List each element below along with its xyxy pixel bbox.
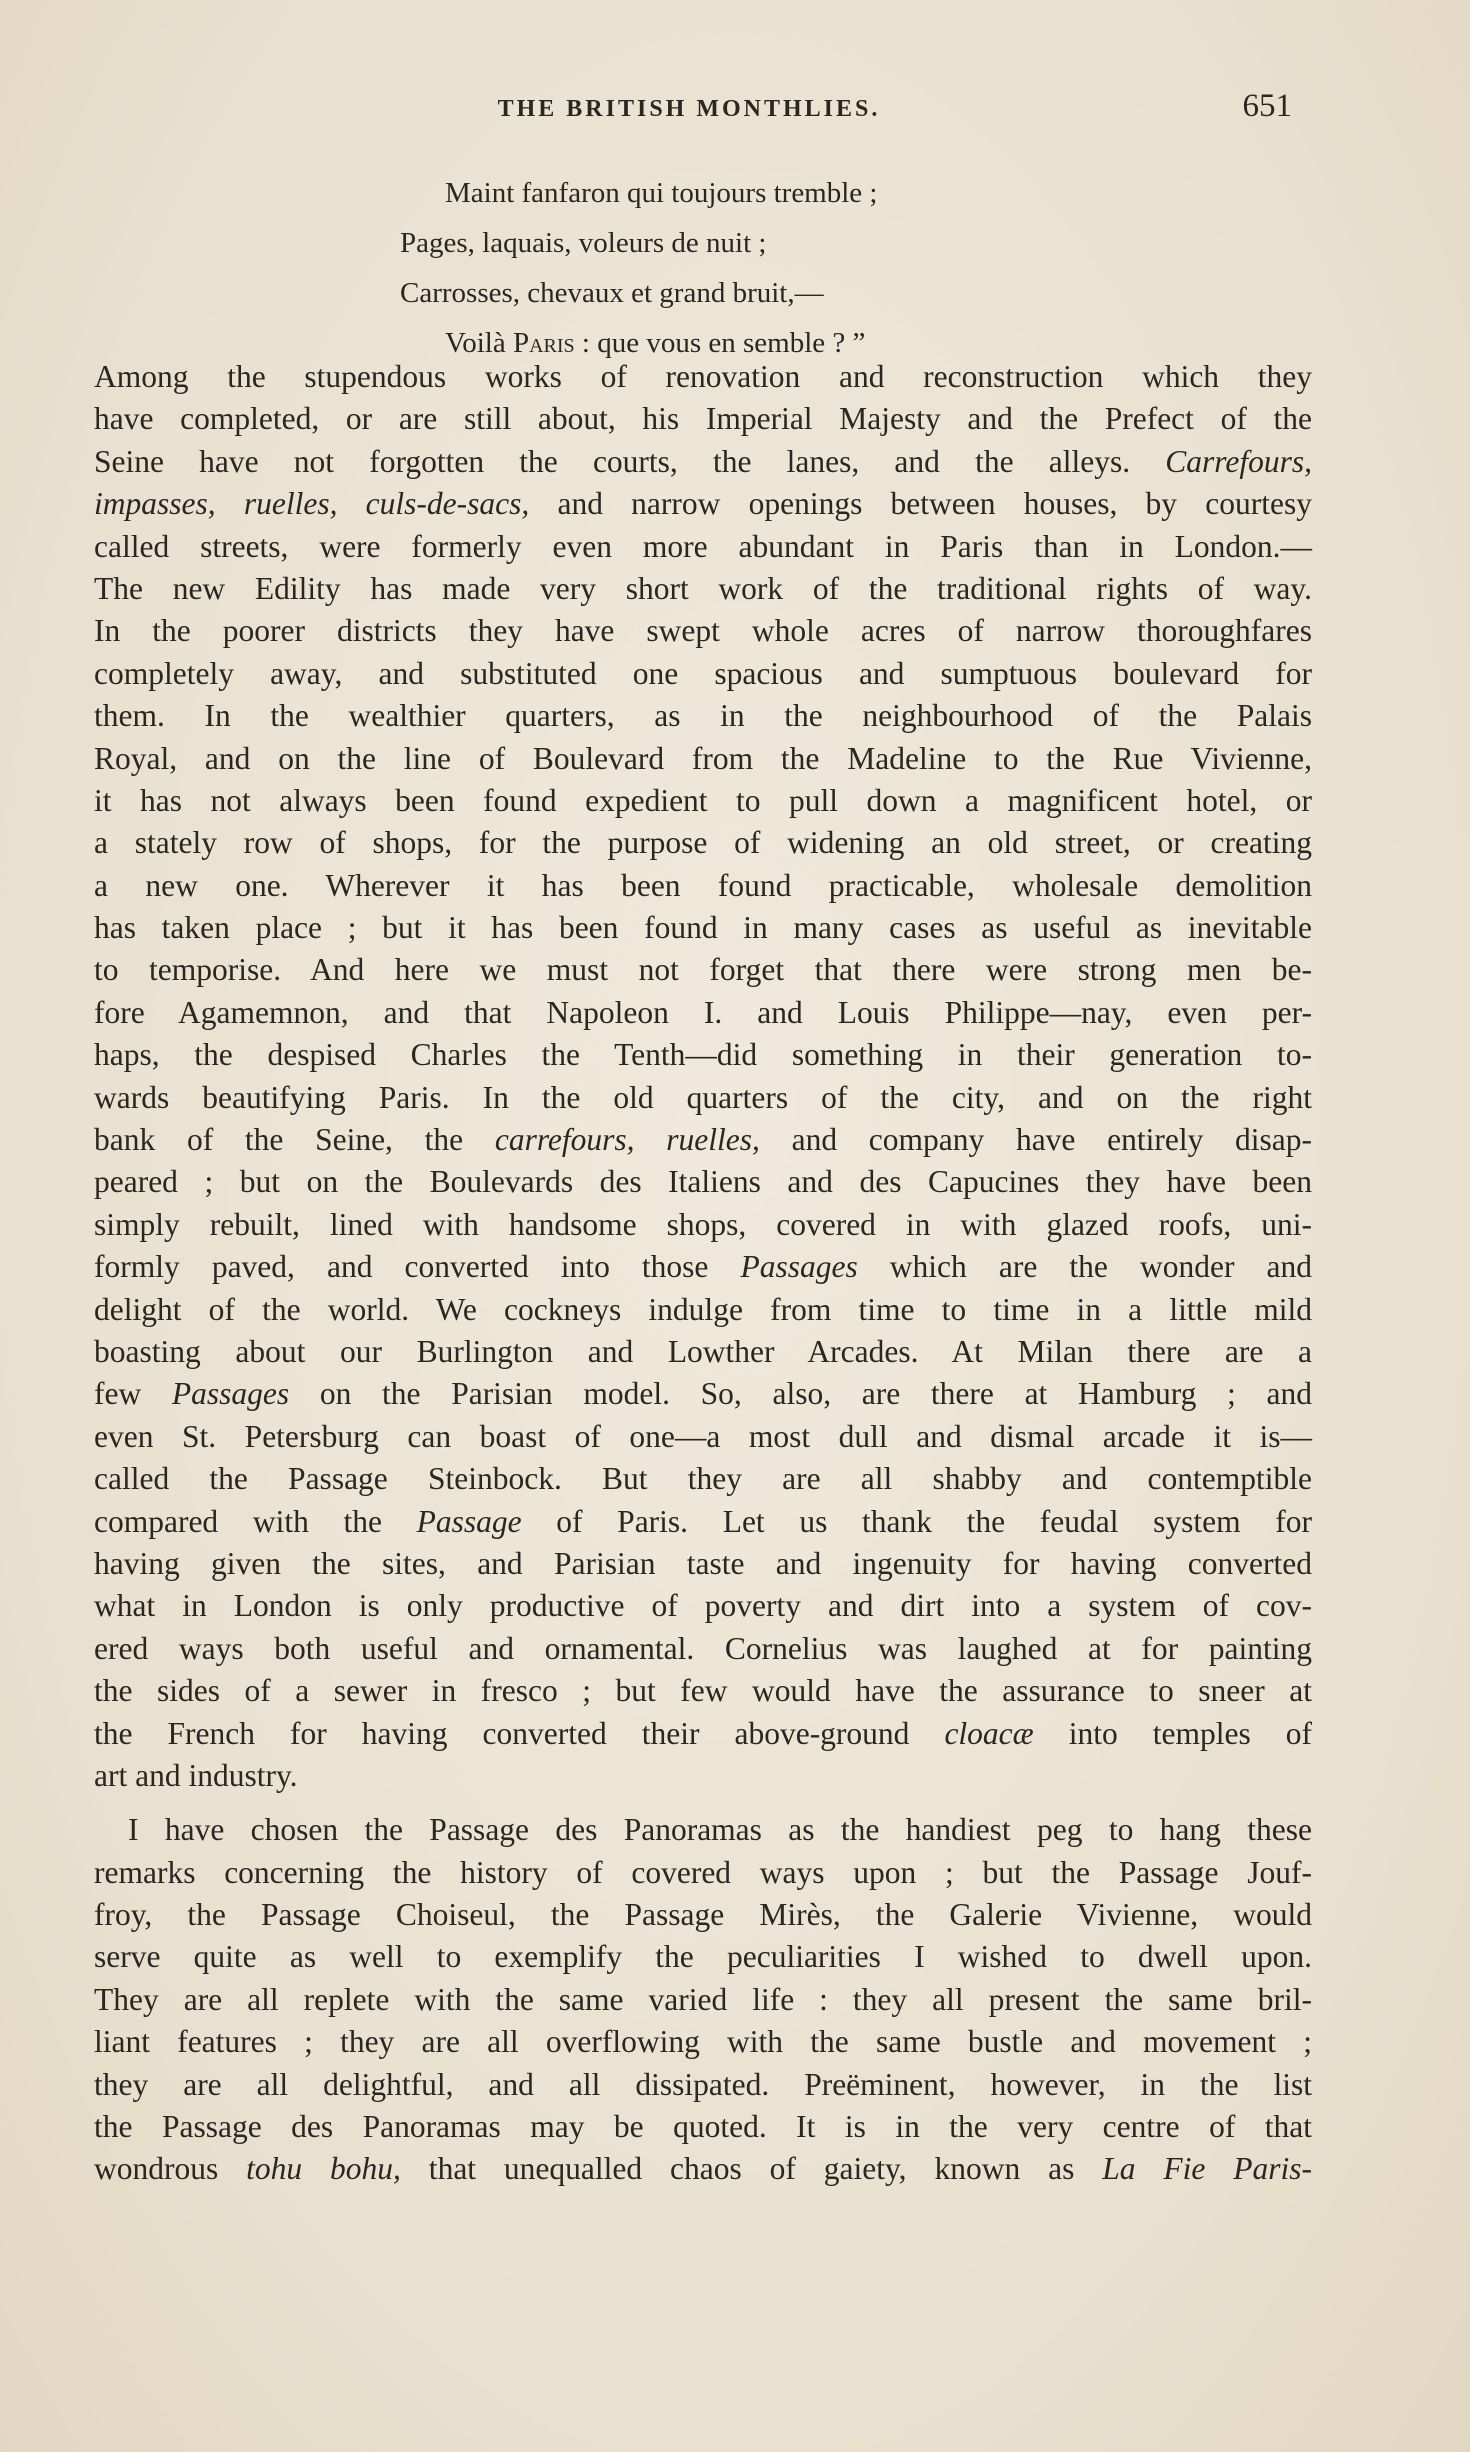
text-line: haps, the despised Charles the Tenth—did something in their generation to-: [94, 1037, 1312, 1073]
text-line: formly paved, and converted into those Passages which are the wonder and: [94, 1249, 1312, 1285]
text-line: liant features ; they are all overflowing with the same bustle and movement ;: [94, 2024, 1312, 2060]
italic-term: Passages: [171, 1376, 290, 1412]
text-line: peared ; but on the Boulevards des Italiens and des Capucines they have been: [94, 1164, 1312, 1200]
text-line: has taken place ; but it has been found in many cases as useful as inevitable: [94, 910, 1312, 946]
text-line: boasting about our Burlington and Lowther Arcades. At Milan there are a: [94, 1333, 1312, 1369]
text-line: called the Passage Steinbock. But they are all shabby and contemptible: [94, 1461, 1312, 1497]
text-line: Royal, and on the line of Boulevard from the Madeline to the Rue Vivienne,: [94, 740, 1312, 776]
text-line: having given the sites, and Parisian taste and ingenuity for having converted: [94, 1545, 1312, 1581]
italic-term: tohu bohu,: [246, 2151, 401, 2187]
text-line: they are all delightful, and all dissipated. Preëminent, however, in the list: [94, 2066, 1312, 2102]
text-line: a new one. Wherever it has been found practicable, wholesale demolition: [94, 867, 1312, 903]
text-line: bank of the Seine, the carrefours, ruelles, and company have entirely disap-: [94, 1122, 1313, 1158]
text-line: fore Agamemnon, and that Napoleon I. and Louis Philippe—nay, even per-: [94, 994, 1312, 1030]
italic-term: Carrefours,: [1165, 443, 1312, 479]
text-line: serve quite as well to exemplify the peculiarities I wished to dwell upon.: [94, 1939, 1312, 1975]
text-line: wards beautifying Paris. In the old quarters of the city, and on the right: [94, 1079, 1312, 1115]
text-line: I have chosen the Passage des Panoramas as the handiest peg to hang these: [128, 1812, 1312, 1848]
italic-term: Passages: [740, 1249, 858, 1285]
italic-term: La Fie Paris-: [1102, 2151, 1312, 2187]
text-line: froy, the Passage Choiseul, the Passage Mirès, the Galerie Vivienne, would: [94, 1897, 1312, 1933]
verse-text: Voilà: [445, 327, 513, 359]
italic-term: carrefours, ruelles,: [494, 1122, 760, 1158]
text-line: even St. Petersburg can boast of one—a most dull and dismal arcade it is—: [94, 1418, 1312, 1454]
text-line: Among the stupendous works of renovation and reconstruction which they: [94, 359, 1312, 394]
text-line: to temporise. And here we must not forget that there were strong men be-: [94, 952, 1312, 988]
running-title: THE BRITISH MONTHLIES.: [497, 96, 881, 122]
text-line: Seine have not forgotten the courts, the lanes, and the alleys. Carrefours,: [94, 443, 1312, 479]
text-line: ered ways both useful and ornamental. Cornelius was laughed at for painting: [94, 1630, 1312, 1666]
text-line: few Passages on the Parisian model. So, also, are there at Hamburg ; and: [94, 1376, 1312, 1412]
italic-term: cloacæ: [944, 1715, 1034, 1751]
text-line: art and industry.: [94, 1757, 298, 1793]
page-header: [94, 88, 1292, 138]
page-number: 651: [1242, 88, 1292, 124]
text-line: impasses, ruelles, culs-de-sacs, and narrow openings between houses, by courtesy: [94, 486, 1312, 522]
text-line: the French for having converted their above-ground cloacæ into temples of: [94, 1715, 1312, 1751]
verse-small-caps: Paris: [512, 327, 575, 359]
body-text: [94, 356, 1312, 2191]
italic-term: Passage: [416, 1503, 522, 1539]
text-line: the sides of a sewer in fresco ; but few would have the assurance to sneer at: [94, 1673, 1312, 1709]
text-line: The new Edility has made very short work of the traditional rights of way.: [94, 570, 1312, 606]
paragraph-2: [94, 1809, 1312, 2191]
text-line: delight of the world. We cockneys indulge from time to time in a little mild: [94, 1291, 1312, 1327]
text-line: In the poorer districts they have swept whole acres of narrow thoroughfares: [94, 613, 1312, 649]
text-line: They are all replete with the same varied life : they all present the same bril-: [94, 1981, 1312, 2017]
text-line: called streets, were formerly even more abundant in Paris than in London.—: [94, 528, 1312, 564]
verse-line: Carrosses, chevaux et grand bruit,—: [400, 277, 824, 309]
text-line: what in London is only productive of poverty and dirt into a system of cov-: [94, 1588, 1312, 1624]
verse-text: : que vous en semble ? ”: [574, 327, 866, 359]
text-line: completely away, and substituted one spacious and sumptuous boulevard for: [94, 655, 1312, 691]
italic-term: impasses, ruelles, culs-de-sacs,: [94, 486, 530, 522]
text-line: wondrous tohu bohu, that unequalled chaos of gaiety, known as La Fie Paris-: [94, 2151, 1312, 2187]
text-line: simply rebuilt, lined with handsome shops, covered in with glazed roofs, uni-: [94, 1206, 1312, 1242]
text-line: have completed, or are still about, his Imperial Majesty and the Prefect of the: [94, 401, 1312, 437]
verse-quotation: [0, 168, 1470, 368]
text-line: a stately row of shops, for the purpose of widening an old street, or creating: [94, 825, 1312, 861]
text-line: compared with the Passage of Paris. Let us thank the feudal system for: [94, 1503, 1313, 1539]
paragraph-1: [94, 356, 1312, 1797]
verse-line: Pages, laquais, voleurs de nuit ;: [400, 227, 767, 259]
text-line: the Passage des Panoramas may be quoted. It is in the very centre of that: [94, 2109, 1312, 2145]
text-line: remarks concerning the history of covered ways upon ; but the Passage Jouf-: [94, 1854, 1312, 1890]
text-line: it has not always been found expedient to pull down a magnificent hotel, or: [94, 782, 1312, 818]
text-line: them. In the wealthier quarters, as in the neighbourhood of the Palais: [94, 698, 1312, 734]
verse-line: Maint fanfaron qui toujours tremble ;: [445, 177, 878, 209]
